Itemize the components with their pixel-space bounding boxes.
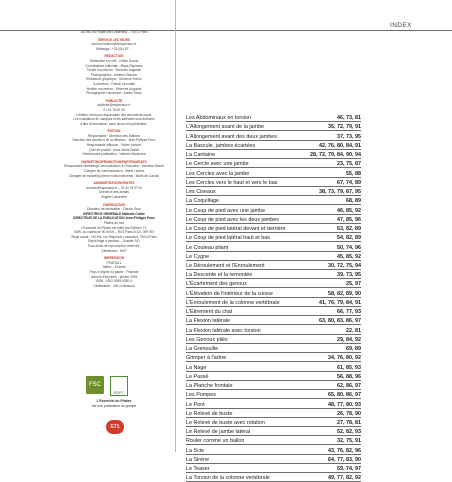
pefc-logo: PEFC <box>110 376 128 396</box>
entry-pages: 59, 74, 97 <box>337 466 361 473</box>
entry-pages: 58, 82, 89, 90 <box>328 290 361 297</box>
index-entry <box>186 178 361 187</box>
index-entry <box>186 150 361 159</box>
credits-line: PRINTALL <box>106 260 122 265</box>
credits-heading: ADMINISTRATION/VENTES <box>93 181 135 186</box>
credits-heading: FABRICATION <box>103 202 125 207</box>
credits-line: Textes et postures : Séverine Augustin <box>86 68 142 73</box>
entry-pages: 43, 76, 82, 96 <box>328 447 361 454</box>
entry-name: La Torsion de la colonne vertébrale <box>186 475 270 482</box>
entry-pages: 69, 89 <box>346 346 361 353</box>
entry-name: La Sirène <box>186 456 210 463</box>
fsc-logo: FSC <box>86 376 104 394</box>
entry-pages: 41, 76, 79, 84, 91 <box>319 299 361 306</box>
entry-pages: 38, 73, 79, 87, 95 <box>319 189 361 196</box>
entry-name: Le Relevé de buste <box>186 410 233 417</box>
entry-name: L'Étirement du chat <box>186 309 233 316</box>
index-entry <box>186 353 361 362</box>
credits-line: Achevé d'imprimer : janvier 2025 <box>90 274 138 279</box>
footer-subtitle: est une publication du groupe <box>91 403 137 408</box>
index-entry <box>186 215 361 224</box>
entry-pages: 26, 78, 90 <box>337 410 361 417</box>
entry-name: Le Cygne <box>186 253 210 260</box>
credits-line: 01 44 78 92 00 <box>103 107 125 112</box>
entry-name: Le Cercle avec une jambe <box>186 161 249 168</box>
credits-line: Rédactrice graphique : Séverine Drivon <box>86 77 142 82</box>
index-list <box>186 113 361 482</box>
index-entry <box>186 372 361 381</box>
entry-pages: 37, 73, 95 <box>337 133 361 140</box>
entry-name: Le Relevé de jambe latéral <box>186 429 251 436</box>
credits-line: SARL au capital de 50 000 € – RCS Paris B 421 399 957 <box>73 230 155 235</box>
index-entry <box>186 168 361 177</box>
credits-line: Les indications de marques et les adresses sont données <box>73 117 155 122</box>
credits-line: Rédactrice en chef : Céline Dubuy <box>89 58 139 63</box>
credits-line: 160 bis, rue Raymond Losserand – 75014 Paris <box>80 30 148 34</box>
credits-line: Coordinatrice éditoriale : Maya Papineau <box>85 63 143 68</box>
index-entry <box>186 141 361 150</box>
index-entry <box>186 381 361 390</box>
entry-name: L'Allongement avant de la jambe <box>186 124 265 131</box>
credits-heading: SERVICE LECTEURS <box>98 37 130 42</box>
credits-line: ISSN : 1952-0959-9350-X <box>95 279 133 284</box>
credits-line: Modèle couverture : Séverine Augustin <box>86 86 142 91</box>
index-entry <box>186 113 361 122</box>
credits-line: Responsable diffusion : Xavier Lanson <box>86 143 142 148</box>
entry-name: Le Couteau pliant <box>186 244 229 251</box>
index-entry <box>186 362 361 371</box>
credits-line: Chargée de communication : Marie Leclerc <box>83 169 145 174</box>
credits-line: DIRECTEUR DE LA PUBLICATION Jean-Philippe Poux <box>73 216 155 221</box>
credits-heading: MARKETING/PROMOTION/PARTENARIATS <box>81 159 147 164</box>
entry-pages: 61, 85, 93 <box>337 364 361 371</box>
entry-pages: 68, 89 <box>346 198 361 205</box>
entry-pages: 39, 73, 95 <box>337 272 361 279</box>
entry-name: L'Écartement des genoux <box>186 281 247 288</box>
entry-pages: 54, 82, 89 <box>337 235 361 242</box>
credits-heading: IMPRESSION <box>103 256 124 261</box>
entry-name: Le Coup de pied latéral devant et derrière <box>186 226 286 233</box>
credits-column <box>64 30 164 288</box>
entry-name: Le Coup de pied avec les deux jambes <box>186 216 279 223</box>
credits-line: Pilates au mur <box>103 220 125 225</box>
index-entry <box>186 261 361 270</box>
index-entry <box>186 159 361 168</box>
credits-line: Photographie couverture : Adobe Stock <box>86 91 142 96</box>
index-entry <box>186 307 361 316</box>
entry-pages: 45, 85, 92 <box>337 253 361 260</box>
credits-line: Direction des achats et de la diffusion : Jean-Philippe Poux <box>72 138 156 143</box>
index-title: INDEX <box>390 22 412 29</box>
entry-name: L'Élévation de l'intérieur de la cuisse <box>186 290 273 297</box>
entry-name: Les Cercles avec la jambe <box>186 170 250 177</box>
entry-pages: 47, 85, 96 <box>337 216 361 223</box>
entry-name: La Scie <box>186 447 204 454</box>
entry-name: La Bascule, jambes écartées <box>186 142 256 149</box>
index-entry <box>186 131 361 140</box>
index-entry <box>186 455 361 464</box>
column-divider <box>175 0 176 452</box>
index-entry <box>186 122 361 131</box>
index-entry <box>186 298 361 307</box>
footer-title: L'Essentiel du Pilates <box>96 399 132 403</box>
index-entry <box>186 242 361 251</box>
credits-heading: PUBLICITÉ <box>105 98 123 103</box>
entry-pages: 64, 77, 83, 90 <box>328 456 361 463</box>
index-entry <box>186 473 361 482</box>
entry-pages: 30, 72, 75, 94 <box>328 262 361 269</box>
index-entry <box>186 196 361 205</box>
credits-line: Directrice des achats <box>99 190 129 195</box>
index-entry <box>186 288 361 297</box>
index-entry <box>186 279 361 288</box>
credits-line: Gestionnaire publication : Valentin Marchand <box>82 152 146 157</box>
index-entry <box>186 445 361 454</box>
entry-name: Le Passé <box>186 373 209 380</box>
index-entry <box>186 316 361 325</box>
entry-name: La Descente et la remontée <box>186 272 253 279</box>
entry-name: La Coquillage <box>186 198 219 205</box>
credits-line: à titre d'information, sans aucun but publicitaire. <box>80 121 148 126</box>
index-entry <box>186 205 361 214</box>
entry-pages: 53, 82, 89 <box>337 226 361 233</box>
credits-line: Responsable Marketing/Communication & Promotion : Vanessa Brunel <box>64 164 164 169</box>
credits-line: Siège social : 160 bis, rue Raymond Losserand, 75014 Paris <box>71 234 157 239</box>
index-entry <box>186 436 361 445</box>
entry-pages: 32, 75, 91 <box>337 438 361 445</box>
entry-pages: 63, 80, 83, 86, 97 <box>319 318 361 325</box>
entry-name: Le Relevé de buste avec rotation <box>186 419 265 426</box>
entry-name: L'Enroulement de la colonne vertébrale <box>186 299 280 306</box>
index-entry <box>186 409 361 418</box>
entry-pages: 49, 77, 82, 92 <box>328 475 361 482</box>
entry-name: Les Genoux pliés <box>186 336 228 343</box>
entry-name: La Grenouille <box>186 346 219 353</box>
entry-pages: 46, 73, 81 <box>337 115 361 122</box>
entry-pages: 42, 76, 80, 84, 91 <box>319 142 361 149</box>
publisher-logo: E71 <box>106 420 124 434</box>
credits-heading: RÉDACTION <box>104 54 124 59</box>
credits-line: L'Essentiel du Pilates est édité par Éditions 71, <box>80 225 148 230</box>
entry-pages: 48, 77, 80, 93 <box>328 401 361 408</box>
credits-line: Couverture : Franck Lecordier <box>92 81 136 86</box>
index-entry <box>186 187 361 196</box>
entry-pages: 22, 81 <box>346 327 361 334</box>
entry-name: La Cantaine <box>186 152 216 159</box>
publisher-footer <box>64 399 164 409</box>
credits-line: Tous droits de reproduction réservés. <box>87 243 141 248</box>
entry-name: La Flexion latérale avec torsion <box>186 327 261 334</box>
entry-pages: 34, 76, 80, 92 <box>328 355 361 362</box>
index-entry <box>186 464 361 473</box>
entry-name: Les Ciseaux <box>186 189 216 196</box>
entry-pages: 56, 88, 96 <box>337 373 361 380</box>
entry-name: Grimper à l'arbre <box>186 355 227 362</box>
entry-name: Le Pont <box>186 401 205 408</box>
entry-name: Rouler comme un ballon <box>186 438 245 445</box>
index-entry <box>186 252 361 261</box>
entry-pages: 52, 82, 93 <box>337 429 361 436</box>
credits-line: Wattsapp : +33 (0)4 67 ... <box>96 46 132 51</box>
entry-name: La Planche frontale <box>186 383 233 390</box>
index-entry <box>186 233 361 242</box>
entry-name: Le Coup de pied latéral haut et bas <box>186 235 270 242</box>
credits-line: Directeur de fabrication : Claude Orou <box>87 207 141 212</box>
index-entry <box>186 399 361 408</box>
index-entry <box>186 390 361 399</box>
credits-line: Photographies : Aurélien Sarcine <box>90 72 138 77</box>
entry-pages: 55, 88 <box>346 170 361 177</box>
entry-pages: 66, 77, 93 <box>337 309 361 316</box>
credits-line: Distribution : MLP <box>101 248 127 253</box>
index-entry <box>186 224 361 233</box>
credits-heading: ÉDITION <box>107 129 121 134</box>
index-entry <box>186 270 361 279</box>
entry-pages: 50, 74, 96 <box>337 244 361 251</box>
credits-line: Tallinn – Estonie <box>102 265 126 270</box>
index-entry <box>186 344 361 353</box>
credits-line: Chargée de marketing direct et abonnements : Marie de Candol <box>68 173 159 178</box>
entry-name: Les Cercles vers le haut et vers le bas <box>186 179 278 186</box>
credits-line: Virginie Labordère <box>101 195 127 199</box>
credits-line: L'éditeur n'est pas responsable des documents reçus. <box>76 112 152 117</box>
entry-pages: 46, 85, 92 <box>337 207 361 214</box>
entry-pages: 23, 75, 87 <box>337 161 361 168</box>
entry-pages: 27, 78, 81 <box>337 419 361 426</box>
credits-line: publicite@lespeciaux.fr <box>97 103 131 108</box>
credits-line: Chef de produit : Anne-Marie Baillot <box>88 147 140 152</box>
entry-name: La Flexion latérale <box>186 318 231 325</box>
entry-pages: 62, 86, 97 <box>337 383 361 390</box>
entry-pages: 28, 72, 79, 84, 90, 94 <box>310 152 361 159</box>
entry-name: Le Coup de pied avec une jambe <box>186 207 266 214</box>
index-entry <box>186 427 361 436</box>
credits-line: DIRECTRICE GÉNÉRALE Nathalie Cottre <box>83 211 145 216</box>
credits-line: contact@lespeciaux.fr – 01 44 78 97 00 <box>85 185 143 190</box>
credits-line: Dépôt légal à parution – Dossier S/O <box>88 239 140 244</box>
entry-pages: 65, 80, 86, 97 <box>328 392 361 399</box>
entry-name: L'Allongement avant des deux jambes <box>186 133 277 140</box>
entry-pages: 29, 84, 92 <box>337 336 361 343</box>
entry-pages: 67, 74, 89 <box>337 179 361 186</box>
entry-name: Le Teaser <box>186 466 210 473</box>
entry-name: Le Déroulement et l'Enroulement <box>186 262 265 269</box>
index-entry <box>186 335 361 344</box>
index-entry <box>186 418 361 427</box>
entry-name: Les Abdominaux en torsion <box>186 115 252 122</box>
entry-pages: 25, 97 <box>346 281 361 288</box>
credits-line: service.lecteurs@lesspeciaux.fr <box>91 42 137 47</box>
credits-line: Certification : Voir ci-dessous <box>93 283 135 288</box>
index-entry <box>186 325 361 334</box>
entry-name: Les Pompes <box>186 392 216 399</box>
credits-line: Pays d'origine du papier : Finlande <box>89 269 139 274</box>
credits-line: Responsable : Direction des Éditions <box>87 133 141 138</box>
entry-name: La Nage <box>186 364 207 371</box>
entry-pages: 35, 72, 79, 91 <box>328 124 361 131</box>
certification-logos <box>86 376 146 394</box>
